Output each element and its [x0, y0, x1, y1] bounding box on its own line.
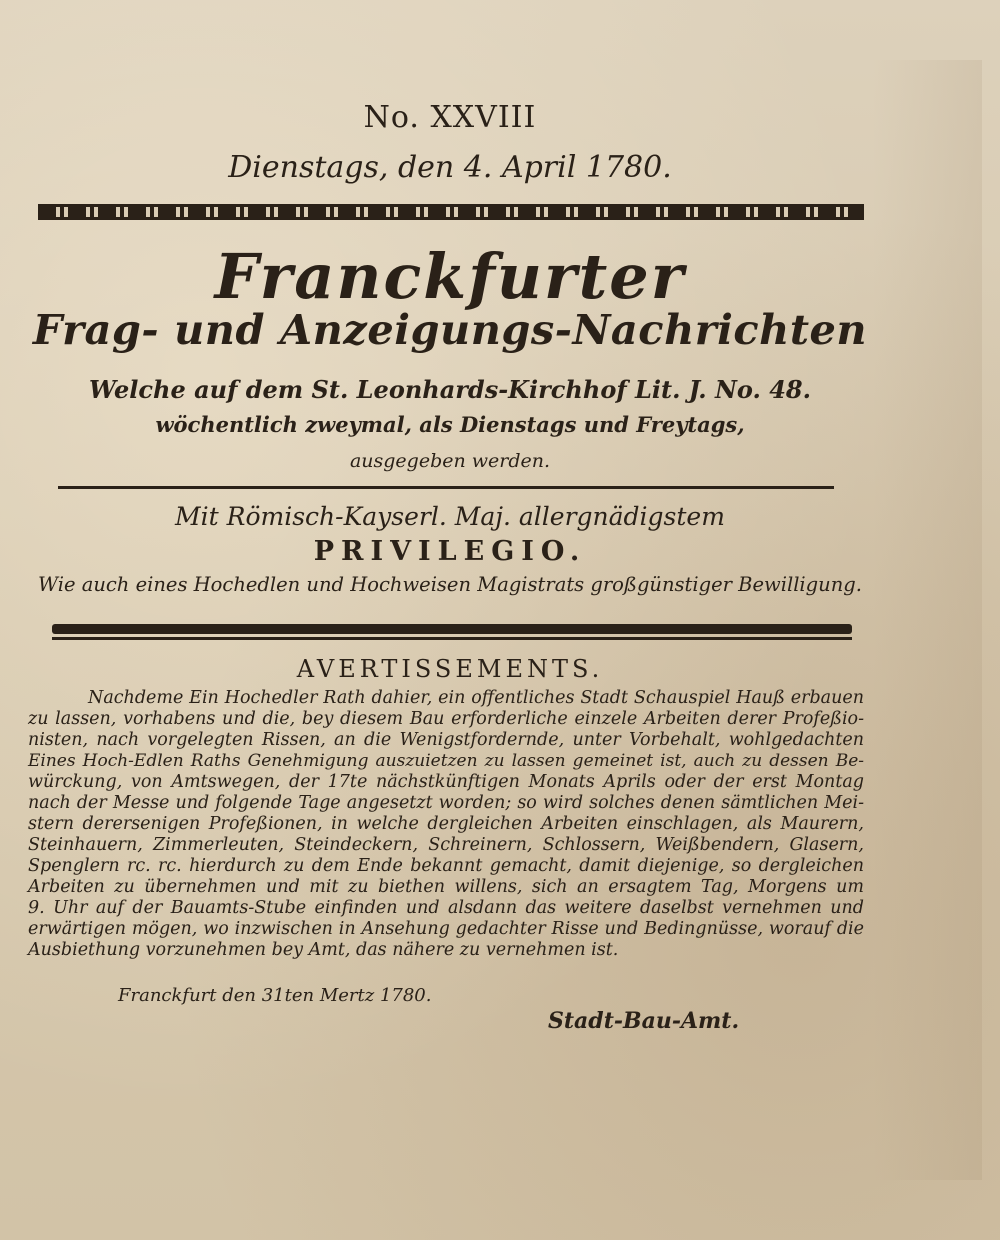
privilege-line2: PRIVILEGIO.	[313, 536, 587, 567]
issue-date: Dienstags, den 4. April 1780.	[228, 150, 672, 185]
subtitle-line3: ausgegeben werden.	[349, 450, 551, 472]
body-line: zu lassen, vorhabens und die, bey diesem Bau erforderliche einzele Arbeiten derer Profeßio-	[28, 709, 864, 729]
place-and-date: Franckfurt den 31ten Mertz 1780.	[118, 985, 432, 1006]
masthead-title-line1: Franckfurter	[214, 240, 686, 313]
divider-rule	[58, 486, 834, 489]
body-line: nach der Messe und folgende Tage angesetzt worden; so wird solches denen sämtlichen Mei-	[28, 793, 864, 813]
privilege-line1: Mit Römisch-Kayserl. Maj. allergnädigstem	[175, 502, 725, 531]
body-line: Arbeiten zu übernehmen und mit zu biethen willens, sich an ersagtem Tag, Morgens um	[28, 877, 864, 897]
body-line: 9. Uhr auf der Bauamts-Stube einfinden und alsdann das weitere daselbst vernehmen und	[28, 898, 864, 918]
body-line: Nachdeme Ein Hochedler Rath dahier, ein offentliches Stadt Schauspiel Hauß erbauen	[88, 688, 864, 708]
heavy-divider-rule	[52, 624, 852, 634]
body-line: stern derersenigen Profeßionen, in welche dergleichen Arbeiten einschlagen, als Maurern,	[28, 814, 864, 834]
body-line: erwärtigen mögen, wo inzwischen in Ansehung gedachter Risse und Bedingnüsse, worauf die	[28, 919, 864, 939]
body-line: Steinhauern, Zimmerleuten, Steindeckern, Schreinern, Schlossern, Weißbendern, Glasern,	[28, 835, 864, 855]
announcement-body	[28, 688, 864, 961]
ornamental-rule	[38, 204, 864, 220]
section-heading: AVERTISSEMENTS.	[296, 655, 604, 683]
subtitle-line1: Welche auf dem St. Leonhards-Kirchhof Lit. J. No. 48.	[89, 375, 811, 404]
privilege-line3: Wie auch eines Hochedlen und Hochweisen Magistrats großgünstiger Bewilligung.	[38, 573, 862, 596]
body-line: Spenglern rc. rc. hierdurch zu dem Ende bekannt gemacht, damit diejenige, so dergleichen	[28, 856, 864, 876]
body-line: würckung, von Amtswegen, der 17te nächstkünftigen Monats Aprils oder der erst Montag	[28, 772, 864, 792]
masthead-title-line2: Frag- und Anzeigungs-Nachrichten	[32, 305, 868, 354]
body-line: Ausbiethung vorzunehmen bey Amt, das nähere zu vernehmen ist.	[28, 940, 619, 960]
page-bleed-shadow	[872, 60, 982, 1180]
signature: Stadt-Bau-Amt.	[548, 1008, 740, 1034]
body-line: nisten, nach vorgelegten Rissen, an die Wenigstfordernde, unter Vorbehalt, wohlgedachten	[28, 730, 864, 750]
issue-number: No. XXVIII	[363, 100, 537, 135]
heavy-divider-underline	[52, 637, 852, 640]
body-line: Eines Hoch-Edlen Raths Genehmigung auszuietzen zu lassen gemeinet ist, auch zu dessen Be-	[28, 751, 864, 771]
subtitle-line2: wöchentlich zweymal, als Dienstags und Freytags,	[155, 412, 745, 437]
